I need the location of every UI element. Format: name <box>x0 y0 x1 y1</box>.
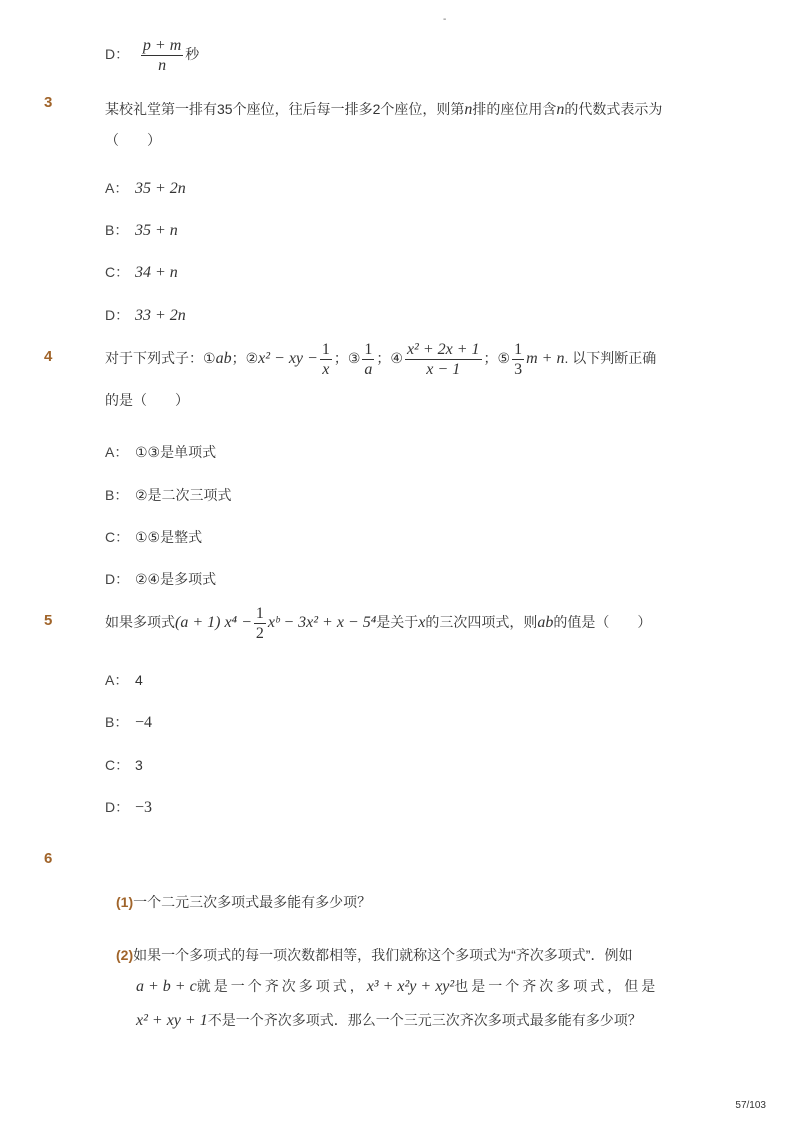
header-mark: - <box>443 14 447 25</box>
option-value: ②④是多项式 <box>135 571 217 587</box>
q5-option-b[interactable] <box>105 712 152 732</box>
sub-number: (1) <box>116 894 134 910</box>
option-label: A： <box>105 180 129 196</box>
option-label: B： <box>105 487 129 503</box>
option-value: 4 <box>135 672 143 688</box>
fraction-denominator: n <box>158 57 167 74</box>
q4-option-c[interactable] <box>105 527 202 547</box>
option-label: C： <box>105 529 130 545</box>
fraction-denominator: x <box>322 361 330 378</box>
math-expr: x² + xy + 1 <box>136 1012 208 1029</box>
fraction <box>254 604 266 643</box>
math-expr: x² − xy − <box>258 350 318 368</box>
question-number: 6 <box>44 850 53 867</box>
math-expr: a + b + c <box>136 978 197 995</box>
question-number: 4 <box>44 348 53 365</box>
option-label: C： <box>105 757 130 773</box>
option-label: D： <box>105 46 130 63</box>
option-value: 35 + 2n <box>135 180 186 197</box>
text: 就是一个齐次多项式， <box>196 978 367 994</box>
math-var: x <box>418 614 426 632</box>
option-value: 34 + n <box>135 264 178 281</box>
option-value: ①⑤是整式 <box>135 529 203 545</box>
option-label: D： <box>105 571 130 587</box>
option-value: ①③是单项式 <box>135 444 217 460</box>
fraction-numerator: 1 <box>255 605 264 622</box>
fraction <box>141 36 183 75</box>
sub-question-2-line2 <box>136 976 658 996</box>
sub-text: 如果一个多项式的每一项次数都相等，我们就称这个多项式为“齐次多项式”．例如 <box>133 947 633 963</box>
text: 的代数式表示为 <box>564 101 663 117</box>
fraction <box>362 340 374 379</box>
question-text-line2: 的是（ ） <box>105 392 189 408</box>
fraction-numerator: x² + 2x + 1 <box>406 341 480 358</box>
option-value: −4 <box>135 714 153 731</box>
math-expr: xᵇ − 3x² + x − 5⁴ <box>267 614 377 632</box>
fraction-denominator: a <box>364 361 373 378</box>
q5-option-c[interactable] <box>105 755 143 775</box>
separator: ； <box>231 350 246 367</box>
separator: ； <box>333 350 348 367</box>
question-text <box>105 94 720 155</box>
fraction-denominator: 2 <box>255 625 264 642</box>
q5-option-a[interactable] <box>105 670 143 690</box>
option-label: A： <box>105 672 129 688</box>
sub-question-1 <box>116 892 371 912</box>
option-label: B： <box>105 222 129 238</box>
text: 是关于 <box>376 614 419 631</box>
q3-option-a[interactable] <box>105 178 186 198</box>
question-number: 3 <box>44 94 53 111</box>
q3-option-b[interactable] <box>105 220 178 240</box>
page-number: 57/103 <box>735 1100 766 1111</box>
text: 如果多项式 <box>105 614 175 631</box>
fraction <box>320 340 332 379</box>
option-value: 35 + n <box>135 222 178 239</box>
text: . 以下判断正确 <box>564 350 657 367</box>
sub-number: (2) <box>116 947 134 963</box>
text: 也是一个齐次多项式，但是 <box>454 978 659 994</box>
fraction-numerator: 1 <box>321 341 330 358</box>
math-expr: m + n <box>526 350 565 368</box>
sub-question-2-line3 <box>136 1010 642 1030</box>
fraction <box>512 340 524 379</box>
option-label: D： <box>105 799 130 815</box>
option-value: 3 <box>135 757 143 773</box>
circled-number: ⑤ <box>497 350 511 367</box>
text: 排的座位用含 <box>472 101 557 117</box>
text: 某校礼堂第一排有35个座位，往后每一排多2个座位，则第 <box>105 101 465 117</box>
fraction-numerator: 1 <box>514 341 523 358</box>
text: 不是一个齐次多项式．那么一个三元三次齐次多项式最多能有多少项？ <box>207 1012 642 1028</box>
sub-text: 一个二元三次多项式最多能有多少项？ <box>133 894 372 910</box>
separator: ； <box>376 350 391 367</box>
circled-number: ③ <box>347 350 361 367</box>
fraction-denominator: 3 <box>514 361 523 378</box>
option-value: ②是二次三项式 <box>135 487 232 503</box>
fraction-numerator: p + m <box>142 37 182 54</box>
fraction <box>405 340 482 379</box>
option-value: −3 <box>135 799 153 816</box>
math-expr: (a + 1) x⁴ − <box>175 614 252 632</box>
option-label: B： <box>105 714 129 730</box>
question-number: 5 <box>44 612 53 629</box>
question-text <box>105 604 745 643</box>
q3-option-d[interactable] <box>105 305 186 325</box>
option-label: D： <box>105 307 130 323</box>
circled-number: ② <box>245 350 259 367</box>
answer-paren: （ ） <box>105 132 161 148</box>
q4-option-a[interactable] <box>105 442 216 462</box>
math-var: ab <box>537 614 554 632</box>
q2-option-d[interactable] <box>105 36 199 75</box>
circled-number: ① <box>203 350 216 367</box>
q5-option-d[interactable] <box>105 797 152 817</box>
text: 的值是（ ） <box>553 614 652 631</box>
separator: ； <box>483 350 498 367</box>
fraction-numerator: 1 <box>364 341 373 358</box>
sub-question-2 <box>116 945 632 965</box>
math-expr: ab <box>215 350 232 368</box>
q3-option-c[interactable] <box>105 262 178 282</box>
text: 的三次四项式，则 <box>425 614 538 631</box>
math-var: n <box>464 101 473 118</box>
question-text <box>105 340 745 379</box>
unit-text: 秒 <box>185 46 200 63</box>
q4-option-d[interactable] <box>105 569 216 589</box>
fraction-denominator: x − 1 <box>426 361 461 378</box>
option-label: A： <box>105 444 129 460</box>
q4-option-b[interactable] <box>105 485 232 505</box>
math-var: n <box>556 101 565 118</box>
option-value: 33 + 2n <box>135 307 186 324</box>
circled-number: ④ <box>390 350 403 367</box>
math-expr: x³ + x²y + xy² <box>366 978 455 995</box>
text: 对于下列式子： <box>105 350 203 367</box>
option-label: C： <box>105 264 130 280</box>
